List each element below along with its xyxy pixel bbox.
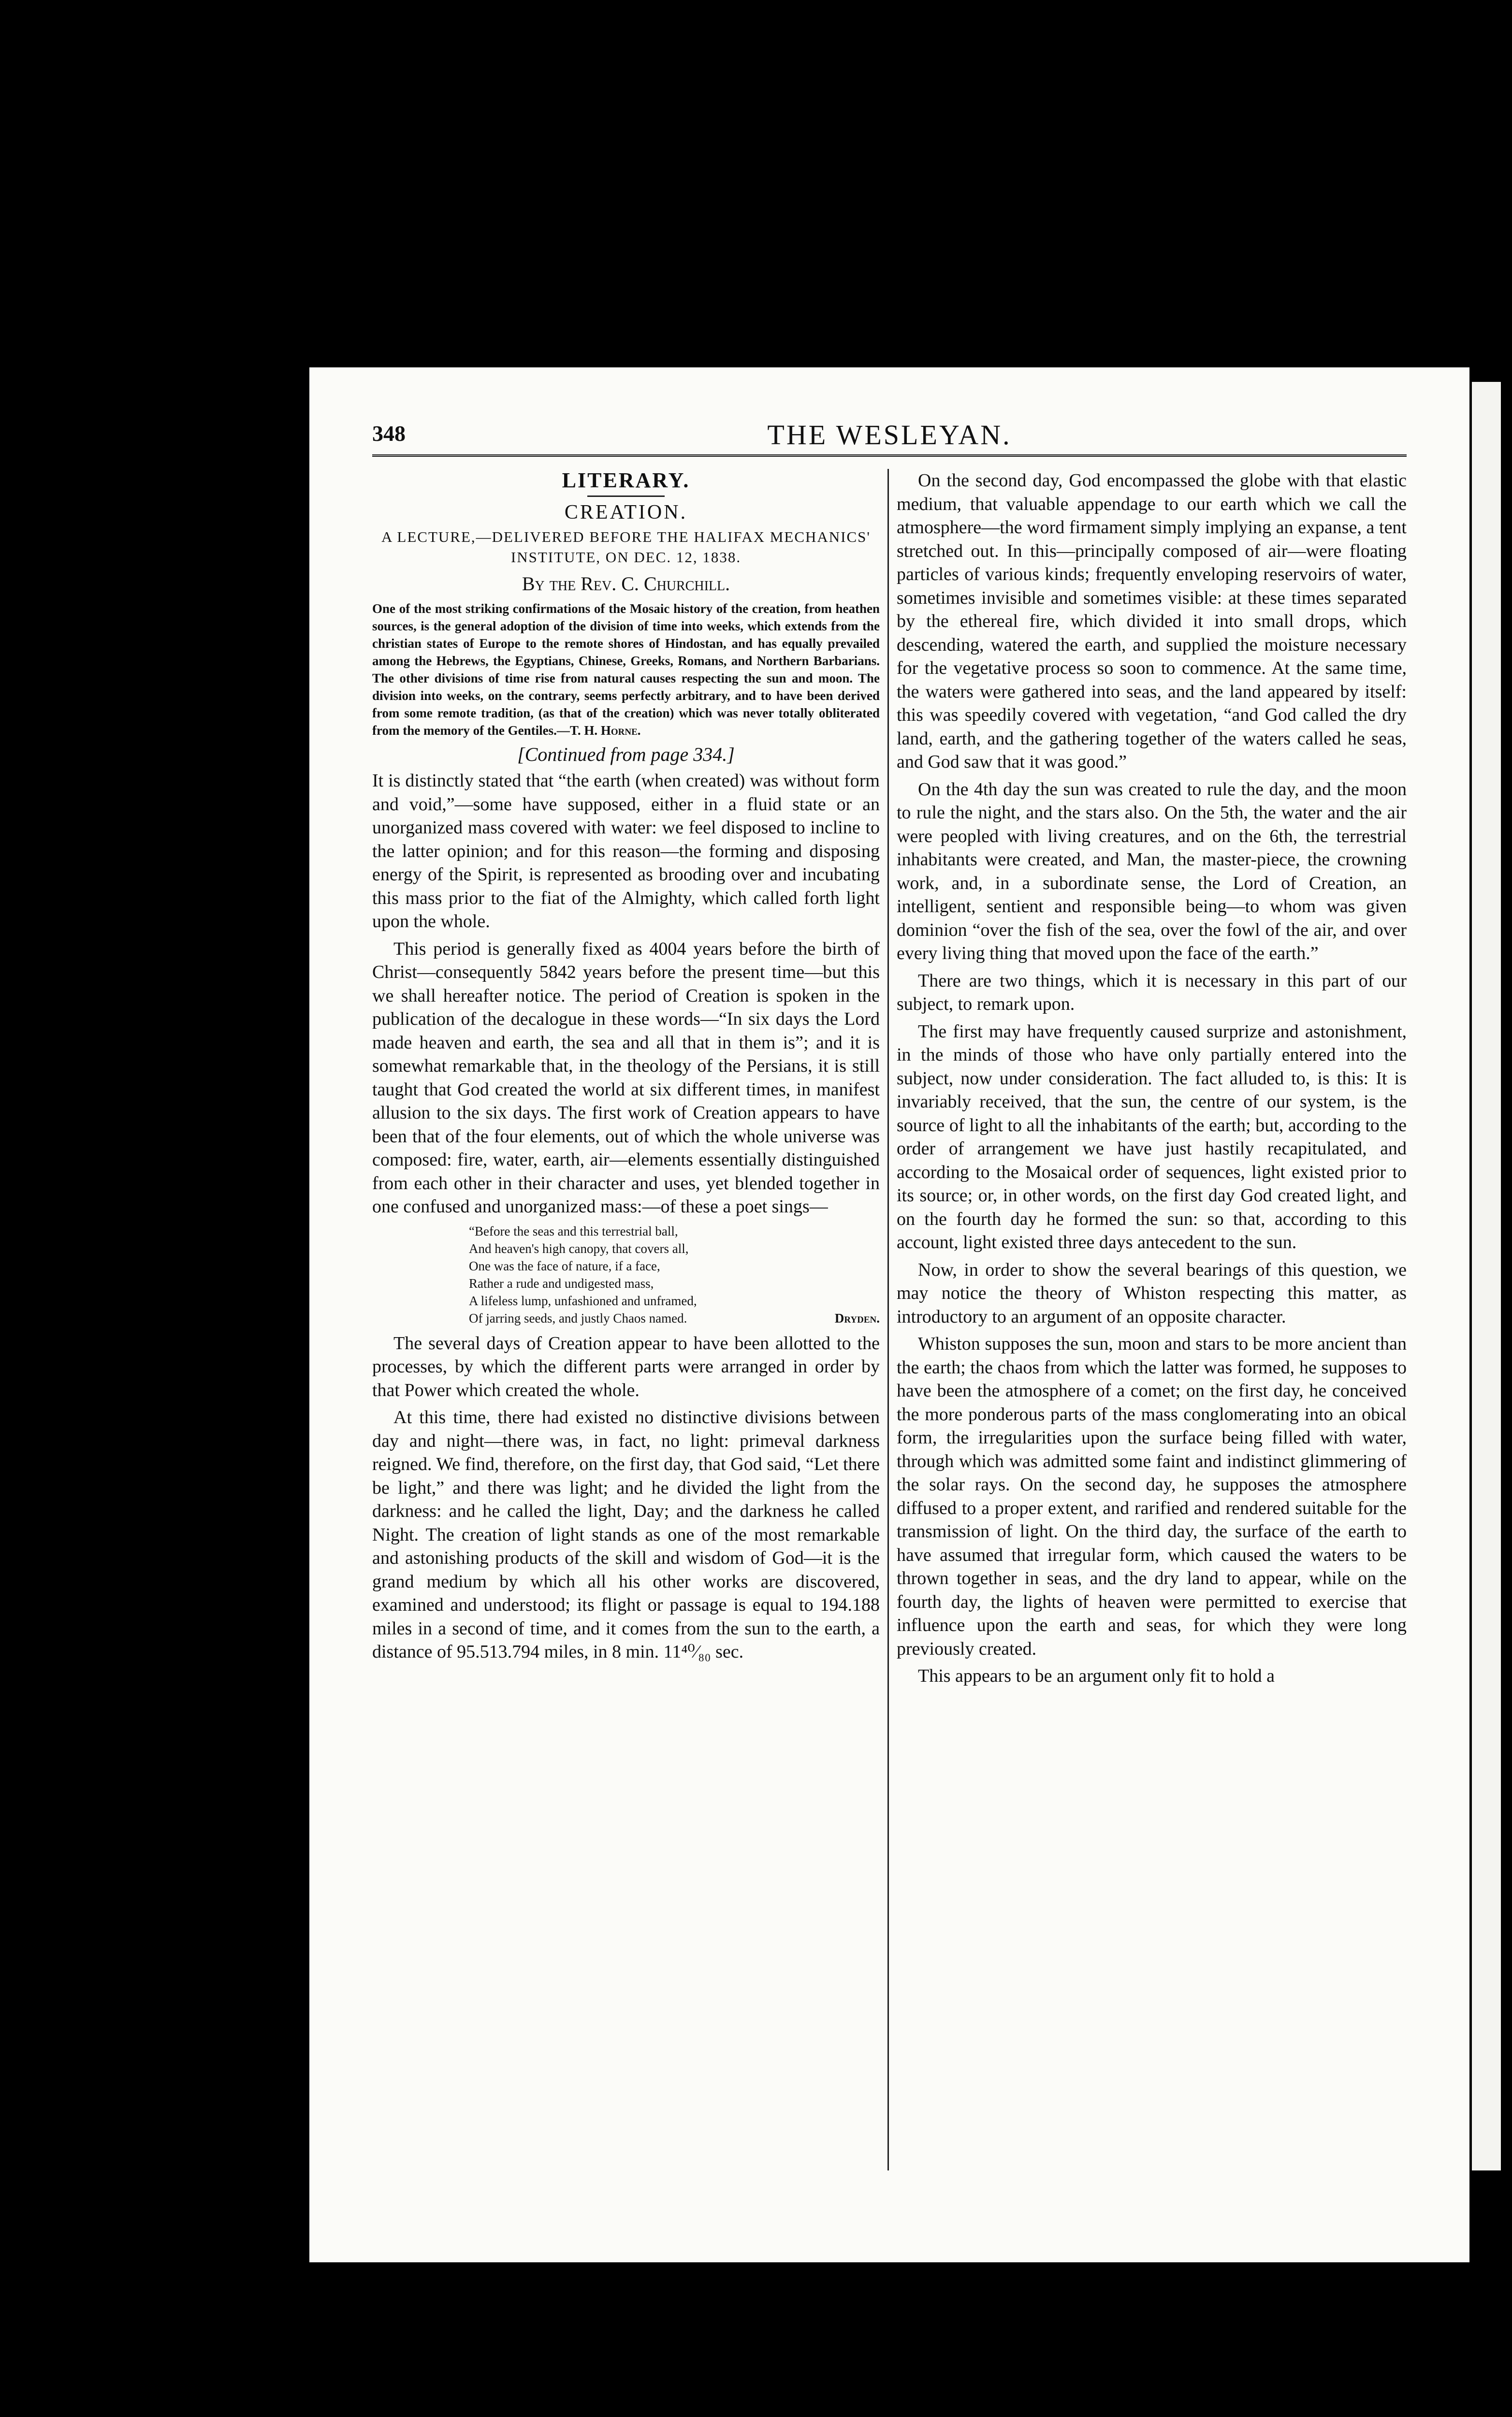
poem-line: Rather a rude and undigested mass, <box>469 1276 654 1291</box>
poem-line: And heaven's high canopy, that covers all, <box>469 1241 689 1256</box>
right-column <box>897 469 1407 1692</box>
section-title: LITERARY. <box>562 468 690 492</box>
paragraph: At this time, there had existed no distinctive divisions between day and night—there was, in fact, no light: primeval darkness reigned. We find, therefore, on the first day, that God said, “Let there be light,” and there was light; and he divided the light from the darkness: and he called the light, Day; and the darkness he called Night. The creation of light stands as one of the most remarkable and astonishing products of the skill and wisdom of God—it is the grand medium by which all his other works are discovered, examined and understood; its flight or passage is equal to 194.188 miles in a second of time, and it comes from the sun to the earth, a distance of 95.513.794 miles, in 8 min. 11⁴⁰⁄₈₀ sec. <box>372 1407 880 1662</box>
poem-line: One was the face of nature, if a face, <box>469 1258 660 1273</box>
paragraph: On the second day, God encompassed the globe with that elastic medium, that valuable appendage to our earth which we call the atmosphere—the word firmament simply implying an expanse, a tent stretched out. In this—principally composed of air—were floating particles of various kinds; frequently enveloping reservoirs of water, sometimes invisible and sometimes visible: at these times separated by the ethereal fire, which divided it into small drops, which descending, watered the earth, and supplied the moisture necessary for the vegetative process so soon to commence. At the same time, the waters were gathered into seas, and the land appeared by itself: this was speedily covered with vegetation, “and God called the dry land, earth, and the gathering together of the waters called he seas, and God saw that it was good.” <box>897 470 1407 772</box>
newspaper-page <box>309 367 1469 2262</box>
article-title: CREATION. <box>564 501 688 524</box>
paragraph: On the 4th day the sun was created to rule the day, and the moon to rule the night, and the stars also. On the 5th, the water and the air were peopled with living creatures, and on the 6th, the terrestrial inhabitants were created, and Man, the master-piece, the crowning work, and, in a subordinate sense, the Lord of Creation, an intelligent, sentient and responsible being—to whom was given dominion “over the fish of the sea, over the fowl of the air, and over every living thing that moved upon the face of the earth.” <box>897 779 1407 963</box>
paragraph: The several days of Creation appear to have been allotted to the processes, by which the different parts were arranged in order by that Power which created the whole. <box>372 1333 880 1400</box>
poem-author: Dryden. <box>834 1310 880 1325</box>
section-rule <box>587 495 665 497</box>
epigraph-citation: —T. H. Horne. <box>556 723 641 738</box>
poem-line: A lifeless lump, unfashioned and unframed, <box>469 1293 697 1308</box>
page-header <box>372 421 1407 457</box>
paragraph: Whiston supposes the sun, moon and stars to be more ancient than the earth; the chaos from which the latter was formed, he supposes to have been the atmosphere of a comet; on the first day, he conceived the more ponderous parts of the mass conglomerating into an obical form, the irregularities upon the surface being filled with water, through which was admitted some faint and indistinct glimmering of the solar rays. On the second day, he supposes the atmosphere diffused to a proper extent, and rarified and rendered suitable for the transmission of light. On the third day, the surface of the earth to have assumed that irregular form, which caused the waters to be thrown together in seas, and the dry land to appear, while on the fourth day, the lights of heaven were permitted to exercise that influence upon the earth and seas, for which they were long previously created. <box>897 1334 1407 1659</box>
page-number: 348 <box>372 421 406 446</box>
adjacent-page-edge <box>1472 382 1501 2170</box>
continued-note: [Continued from page 334.] <box>517 743 735 765</box>
column-divider <box>887 469 889 2170</box>
poem-line <box>469 1310 880 1327</box>
paragraph: It is distinctly stated that “the earth (when created) was without form and void,”—some have supposed, either in a fluid state or an unorganized mass covered with water: we feel disposed to incline to the latter opinion; and for this reason—the forming and disposing energy of the Spirit, is represented as brooding over and incubating this mass prior to the fiat of the Almighty, which called forth light upon the whole. <box>372 771 880 932</box>
left-column <box>372 469 880 1668</box>
poem <box>469 1223 880 1327</box>
paragraph: The first may have frequently caused surprize and astonishment, in the minds of those who have only partially entered into the subject, now under consideration. The fact alluded to, is this: It is invariably received, that the sun, the centre of our system, is the source of light to all the inhabitants of the earth; but, according to the order of arrangement we have just hastily recapitulated, and according to the Mosaical order of sequences, light existed prior to its source; or, in other words, on the first day God created light, and on the fourth day he formed the sun: so that, according to this account, light existed three days antecedent to the sun. <box>897 1021 1407 1252</box>
article-subtitle: A LECTURE,—DELIVERED BEFORE THE HALIFAX MECHANICS' INSTITUTE, ON DEC. 12, 1838. <box>381 528 871 566</box>
paragraph: Now, in order to show the several bearings of this question, we may notice the theory of Whiston respecting this matter, as introductory to an argument of an opposite character. <box>897 1259 1407 1327</box>
epigraph <box>372 600 880 739</box>
epigraph-text: One of the most striking confirmations of the Mosaic history of the creation, from heathen sources, is the general adoption of the division of time into weeks, which extends from the christian states of Europe to the remote shores of Hindostan, and has equally prevailed among the Hebrews, the Egyptians, Chinese, Greeks, Romans, and Northern Barbarians. The other divisions of time rise from natural causes respecting the sun and moon. The division into weeks, on the contrary, seems perfectly arbitrary, and to have been derived from some remote tradition, (as that of the creation) which was never totally obliterated from the memory of the Gentiles. <box>372 601 880 738</box>
byline: By the Rev. C. Churchill. <box>522 573 730 595</box>
paragraph: This period is generally fixed as 4004 years before the birth of Christ—consequently 5842 years before the present time—but this we shall hereafter notice. The period of Creation is spoken in the publication of the decalogue in these words—“In six days the Lord made heaven and earth, the sea and all that in them is”; and it is somewhat remarkable that, in the theology of the Persians, it is still taught that God created the world at six different times, in manifest allusion to the six days. The first work of Creation appears to have been that of the four elements, out of which the whole universe was composed: fire, water, earth, air—elements essentially distinguished from each other in their character and uses, yet blended together in one confused and unorganized mass:—of these a poet sings— <box>372 938 880 1217</box>
poem-line-text: Of jarring seeds, and justly Chaos named. <box>469 1310 687 1325</box>
poem-line: “Before the seas and this terrestrial ball, <box>469 1223 678 1238</box>
running-head: THE WESLEYAN. <box>767 419 1012 451</box>
paragraph: This appears to be an argument only fit to hold a <box>918 1666 1275 1686</box>
paragraph: There are two things, which it is necessary in this part of our subject, to remark upon. <box>897 970 1407 1014</box>
